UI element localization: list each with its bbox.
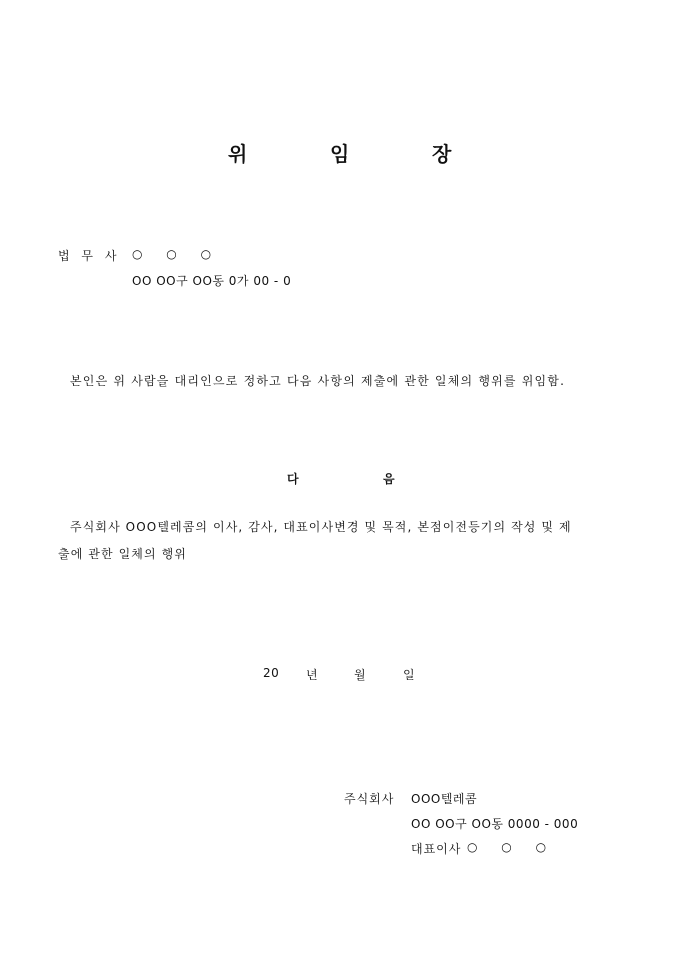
delegated-item-line-1: 주식회사 OOO텔레콤의 이사, 감사, 대표이사변경 및 목적, 본점이전등기의 작성 및 제 [70,520,572,534]
date-year-value: 20 [263,666,280,680]
date-month-unit: 월 [354,668,367,682]
subheading-char-2: 음 [383,472,395,486]
title-char-2: 임 [330,142,350,166]
agent-name: ○ ○ ○ [132,247,222,261]
company-address: OO OO구 OO동 0000 - 000 [411,817,579,831]
title-char-3: 장 [432,142,452,166]
subheading-char-1: 다 [287,472,299,486]
delegated-item-line-2: 출에 관한 일체의 행위 [58,547,187,561]
delegation-statement: 본인은 위 사람을 대리인으로 정하고 다음 사항의 제출에 관한 일체의 행위를 위임함. [70,374,566,388]
representative-label: 대표이사 [411,842,462,856]
agent-label: 법 무 사 [58,249,121,263]
representative-name: ○ ○ ○ [467,840,557,854]
date-year-unit: 년 [306,668,319,682]
agent-address: OO OO구 OO동 0가 00 - 0 [132,274,292,288]
company-name: OOO텔레콤 [411,792,478,806]
title-char-1: 위 [228,142,248,166]
company-label: 주식회사 [344,792,395,806]
date-day-unit: 일 [403,668,416,682]
